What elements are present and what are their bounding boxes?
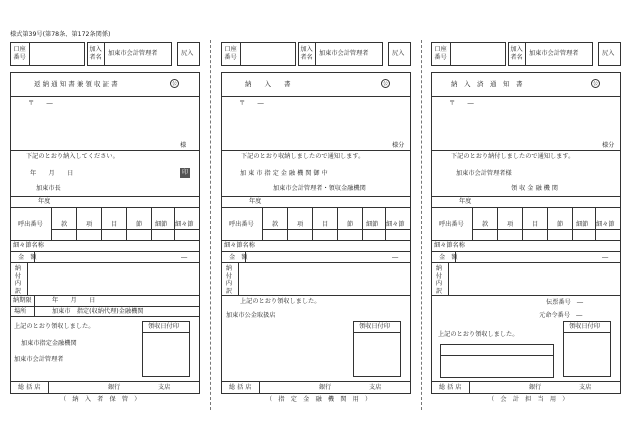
honorific: 様分 [602, 142, 615, 149]
col-kou: 項 [507, 221, 514, 228]
form-number-label: 様式第39号(第78条、第172条関係) [10, 31, 111, 38]
instruction-text: 下記のとおり納入してください。 [26, 153, 119, 160]
form3-title: 納 入 済 通 知 書 [451, 80, 523, 88]
slip-number-label: 伝票番号 ― [546, 299, 584, 306]
office-label: 支店 [158, 384, 171, 391]
account-number-label: 口座番号 [224, 46, 237, 61]
bank-label: 銀行 [108, 384, 121, 391]
ledger-number-label: 元命令番号 ― [539, 312, 583, 319]
form2-title: 納 入 書 [245, 80, 291, 88]
amount-dash: ― [392, 254, 399, 261]
notice-text: 下記のとおり収納しましたので通知します。 [241, 153, 365, 160]
form3-footer: （ 会 計 担 当 用 ） [488, 396, 569, 403]
date-stamp-icon: 印 [181, 169, 188, 176]
bank-label: 銀行 [529, 384, 542, 391]
items-label: 納付内訳 [225, 265, 233, 295]
addressee: 加東市会計管理者様 [456, 170, 512, 177]
col-moku: 目 [322, 221, 329, 228]
call-number-label: 呼出番号 [229, 221, 254, 228]
notice-text: 下記のとおり納付しましたので通知します。 [451, 153, 575, 160]
fiscal-year-label: 年度 [249, 198, 262, 205]
branch-label: 総 括 店 [439, 384, 462, 391]
official-seal-icon: 公 [382, 81, 388, 87]
amount-label: 金 額 [18, 254, 37, 261]
bank-addressee: 加 東 市 指 定 金 融 機 関 御 中 [240, 170, 328, 177]
col-kou: 項 [86, 221, 93, 228]
subsection-name-label: 細々節名称 [13, 242, 44, 249]
payer-name: 加東市会計管理者 [319, 50, 369, 57]
place-value: 加東市 指定(収納代理)金融機関 [52, 308, 144, 315]
col-moku: 目 [111, 221, 118, 228]
office-label: 支店 [369, 384, 382, 391]
payer-name: 加東市会計管理者 [108, 50, 158, 57]
col-saisetsu: 細節 [155, 221, 168, 228]
place-label: 場所 [14, 308, 27, 315]
call-number-label: 呼出番号 [439, 221, 464, 228]
col-setsu: 節 [136, 221, 143, 228]
amount-label: 金 額 [439, 254, 458, 261]
col-saisetsu: 細節 [366, 221, 379, 228]
deadline-label: 納期限 [13, 297, 32, 304]
postal-mark: 〒 ― [28, 100, 53, 107]
call-number-label: 呼出番号 [18, 221, 43, 228]
items-label: 納付内訳 [435, 265, 443, 295]
col-kou: 項 [297, 221, 304, 228]
stamp-label: 尻入 [392, 50, 405, 57]
issuer-name: 加東市長 [36, 185, 61, 192]
account-number-label: 口座番号 [434, 46, 447, 61]
col-kan: 款 [482, 221, 489, 228]
agency-text: 加東市公金取扱店 [226, 312, 276, 319]
receipt-text: 上記のとおり領収しました。 [438, 331, 519, 338]
payer-name: 加東市会計管理者 [529, 50, 579, 57]
deadline-value: 年 月 日 [52, 297, 96, 304]
receipt-stamp-label: 領収日付印 [148, 323, 179, 330]
col-saisaisetsu: 細々節 [386, 221, 405, 228]
receipt-text: 上記のとおり領収しました。 [14, 323, 95, 330]
amount-label: 金 額 [229, 254, 248, 261]
designated-bank: 加東市指定金融機関 [21, 340, 77, 347]
col-kan: 款 [61, 221, 68, 228]
treasurer-line: 加東市会計管理者 [14, 356, 64, 363]
official-seal-icon: 公 [171, 81, 177, 87]
receipt-stamp-label: 領収日付印 [569, 323, 600, 330]
subsection-name-label: 細々節名称 [434, 242, 465, 249]
fiscal-year-label: 年度 [459, 198, 472, 205]
col-saisaisetsu: 細々節 [596, 221, 615, 228]
cut-line-1 [210, 40, 211, 410]
col-saisetsu: 細節 [576, 221, 589, 228]
account-number-label: 口座番号 [13, 46, 26, 61]
receipt-stamp-label: 領収日付印 [359, 323, 390, 330]
issuer-name: 加東市会計管理者・領収金融機関 [273, 185, 366, 192]
postal-mark: 〒 ― [449, 100, 474, 107]
form1-title: 返 納 通 知 書 兼 領 収 証 書 [34, 80, 118, 88]
stamp-label: 尻入 [181, 50, 194, 57]
payer-label: 加入者名 [89, 46, 102, 61]
receipt-entry-box [440, 344, 554, 378]
bank-label: 銀行 [319, 384, 332, 391]
amount-dash: ― [602, 254, 609, 261]
branch-label: 総 括 店 [229, 384, 252, 391]
branch-label: 総 括 店 [18, 384, 41, 391]
postal-mark: 〒 ― [239, 100, 264, 107]
items-label: 納付内訳 [14, 265, 22, 295]
col-saisaisetsu: 細々節 [175, 221, 194, 228]
issue-date: 年 月 日 [30, 170, 74, 177]
col-setsu: 節 [557, 221, 564, 228]
fiscal-year-label: 年度 [38, 198, 51, 205]
form2-footer: （ 指 定 金 融 機 関 用 ） [266, 396, 372, 403]
receipt-text: 上記のとおり領収しました。 [240, 298, 321, 305]
subsection-name-label: 細々節名称 [224, 242, 255, 249]
payer-label: 加入者名 [300, 46, 313, 61]
col-moku: 目 [532, 221, 539, 228]
honorific: 様 [180, 142, 187, 149]
amount-dash: ― [181, 254, 188, 261]
office-label: 支店 [579, 384, 592, 391]
cut-line-2 [421, 40, 422, 410]
payer-label: 加入者名 [510, 46, 523, 61]
col-setsu: 節 [347, 221, 354, 228]
form1-footer: （ 納 入 者 保 管 ） [60, 396, 141, 403]
col-kan: 款 [272, 221, 279, 228]
stamp-label: 尻入 [602, 50, 615, 57]
issuer-name: 領 収 金 融 機 関 [511, 185, 558, 192]
official-seal-icon: 公 [592, 81, 598, 87]
honorific: 様分 [392, 142, 405, 149]
